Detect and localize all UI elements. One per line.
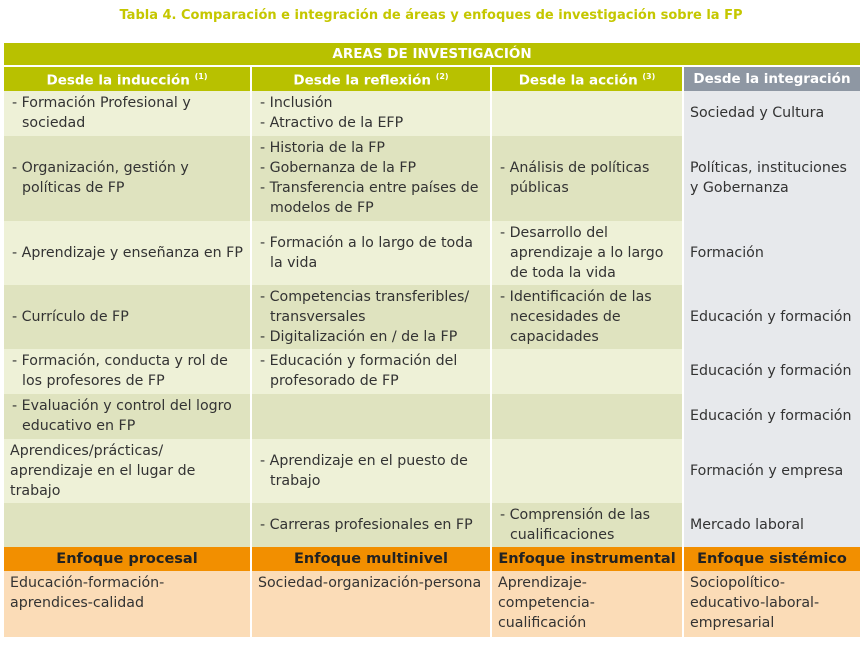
cell-accion bbox=[492, 349, 684, 394]
detail-sistemico: Sociopolítico-educativo-laboral-empresarial bbox=[684, 571, 860, 637]
table-row bbox=[4, 503, 860, 547]
cell-reflexion bbox=[252, 349, 492, 394]
list-item: - Aprendizaje y enseñanza en FP bbox=[12, 244, 243, 261]
comparison-table-wrapper bbox=[4, 43, 860, 637]
list-item: - Evaluación y control del logro educativo en FP bbox=[12, 398, 232, 434]
enfoque-detail-row bbox=[4, 571, 860, 637]
list-item: - Formación Profesional y sociedad bbox=[12, 95, 191, 131]
cell-accion bbox=[492, 221, 684, 285]
detail-procesal: Educación-formación-aprendices-calidad bbox=[4, 571, 252, 637]
enfoque-instrumental: Enfoque instrumental bbox=[492, 547, 684, 571]
list-item: - Carreras profesionales en FP bbox=[260, 516, 473, 533]
list-item: - Educación y formación del profesorado de FP bbox=[260, 353, 458, 389]
header-label: Desde la inducción bbox=[46, 72, 190, 89]
list-item: - Aprendizaje en el puesto de trabajo bbox=[260, 452, 468, 489]
list-item: - Análisis de políticas públicas bbox=[500, 160, 650, 196]
cell-integracion: Sociedad y Cultura bbox=[684, 91, 860, 136]
header-reflexion bbox=[252, 67, 492, 91]
cell-integracion: Educación y formación bbox=[684, 285, 860, 349]
enfoque-multinivel: Enfoque multinivel bbox=[252, 547, 492, 571]
table-row bbox=[4, 91, 860, 136]
list-item: Aprendices/prácticas/ aprendizaje en el lugar de trabajo bbox=[10, 442, 196, 499]
cell-accion bbox=[492, 394, 684, 439]
areas-banner: AREAS DE INVESTIGACIÓN bbox=[4, 43, 860, 67]
cell-induccion bbox=[4, 91, 252, 136]
table-row bbox=[4, 136, 860, 221]
table-row bbox=[4, 221, 860, 285]
cell-accion bbox=[492, 136, 684, 221]
header-note: (2) bbox=[435, 72, 449, 81]
table-row bbox=[4, 439, 860, 503]
cell-integracion: Formación y empresa bbox=[684, 439, 860, 503]
cell-induccion bbox=[4, 394, 252, 439]
list-item: - Transferencia entre países de modelos de FP bbox=[260, 180, 479, 216]
header-accion bbox=[492, 67, 684, 91]
list-item: - Digitalización en / de la FP bbox=[260, 328, 458, 345]
cell-reflexion bbox=[252, 394, 492, 439]
table-body bbox=[4, 91, 860, 547]
enfoque-sistemico: Enfoque sistémico bbox=[684, 547, 860, 571]
enfoques-row bbox=[4, 547, 860, 571]
list-item: - Gobernanza de la FP bbox=[260, 160, 417, 176]
cell-integracion: Mercado laboral bbox=[684, 503, 860, 547]
table-row bbox=[4, 285, 860, 349]
list-item: - Comprensión de las cualificaciones bbox=[500, 506, 651, 543]
cell-accion bbox=[492, 285, 684, 349]
table-row bbox=[4, 394, 860, 439]
cell-accion bbox=[492, 91, 684, 136]
cell-reflexion bbox=[252, 136, 492, 221]
cell-accion bbox=[492, 439, 684, 503]
cell-reflexion bbox=[252, 439, 492, 503]
header-label: Desde la integración bbox=[693, 70, 851, 87]
cell-integracion: Educación y formación bbox=[684, 349, 860, 394]
cell-reflexion bbox=[252, 285, 492, 349]
list-item: - Formación a lo largo de toda la vida bbox=[260, 234, 473, 271]
list-item: - Competencias transferibles/ transversales bbox=[260, 288, 470, 325]
list-item: - Historia de la FP bbox=[260, 140, 385, 156]
header-note: (1) bbox=[194, 72, 208, 81]
cell-integracion: Educación y formación bbox=[684, 394, 860, 439]
header-label: Desde la acción bbox=[518, 72, 638, 89]
table-row bbox=[4, 349, 860, 394]
cell-integracion: Formación bbox=[684, 221, 860, 285]
cell-reflexion bbox=[252, 503, 492, 547]
cell-induccion bbox=[4, 503, 252, 547]
list-item: - Identificación de las necesidades de capacidades bbox=[500, 288, 652, 345]
detail-instrumental: Aprendizaje-competencia-cualificación bbox=[492, 571, 684, 637]
cell-accion bbox=[492, 503, 684, 547]
header-label: Desde la reflexión bbox=[293, 72, 431, 89]
list-item: - Formación, conducta y rol de los profesores de FP bbox=[12, 353, 228, 389]
list-item: - Organización, gestión y políticas de FP bbox=[12, 160, 189, 196]
comparison-table bbox=[4, 43, 860, 637]
cell-integracion: Políticas, instituciones y Gobernanza bbox=[684, 136, 860, 221]
cell-induccion bbox=[4, 439, 252, 503]
cell-reflexion bbox=[252, 221, 492, 285]
cell-induccion bbox=[4, 136, 252, 221]
header-induccion bbox=[4, 67, 252, 91]
cell-reflexion bbox=[252, 91, 492, 136]
list-item: - Atractivo de la EFP bbox=[260, 115, 404, 131]
header-integracion bbox=[684, 67, 860, 91]
list-item: - Desarrollo del aprendizaje a lo largo de toda la vida bbox=[500, 224, 664, 281]
table-caption: Tabla 4. Comparación e integración de áreas y enfoques de investigación sobre la FP bbox=[119, 8, 743, 23]
cell-induccion bbox=[4, 349, 252, 394]
detail-multinivel: Sociedad-organización-persona bbox=[252, 571, 492, 637]
list-item: - Currículo de FP bbox=[12, 308, 129, 325]
cell-induccion bbox=[4, 285, 252, 349]
enfoque-procesal: Enfoque procesal bbox=[4, 547, 252, 571]
header-note: (3) bbox=[642, 72, 656, 81]
column-headers bbox=[4, 67, 860, 91]
list-item: - Inclusión bbox=[260, 95, 333, 111]
cell-induccion bbox=[4, 221, 252, 285]
